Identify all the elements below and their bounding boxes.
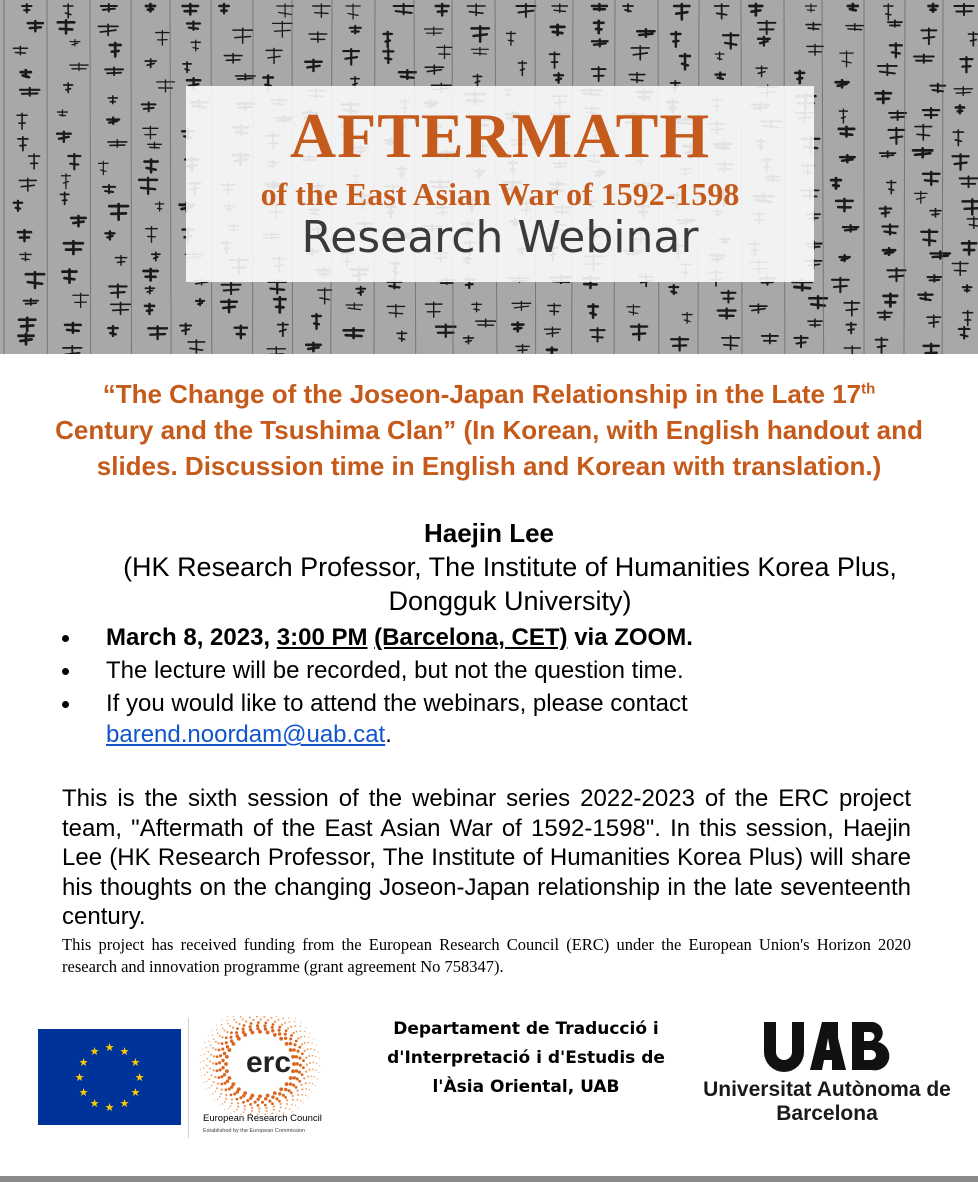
logo-divider [188, 1018, 189, 1138]
event-timezone: (Barcelona, CET) [374, 624, 568, 651]
speaker-name: Haejin Lee [423, 518, 555, 548]
erc-logo-text: erc [246, 1046, 292, 1079]
banner-subtitle: of the East Asian War of 1592-1598 [260, 176, 740, 212]
eu-star-icon: ★ [74, 1071, 85, 1084]
contact-text: If you would like to attend the webinars, please contact [106, 690, 688, 717]
header-banner [0, 0, 978, 354]
uab-logo [762, 1020, 892, 1072]
eu-star-icon: ★ [119, 1045, 130, 1059]
eu-star-icon: ★ [78, 1056, 89, 1069]
event-time: 3:00 PM [276, 624, 368, 651]
eu-star-icon: ★ [104, 1041, 115, 1054]
eu-star-icon: ★ [130, 1086, 141, 1099]
eu-star-icon: ★ [134, 1071, 145, 1084]
title-box [186, 86, 814, 282]
eu-star-icon: ★ [78, 1086, 89, 1099]
eu-flag-logo [38, 1029, 181, 1125]
event-details [62, 622, 942, 752]
eu-stars-icon [38, 1029, 181, 1125]
talk-title-part2: Century and the Tsushima Clan” (In Korean, with English handout and slides. Discussion time in English and Korean with translation.) [55, 415, 923, 481]
university-name: Universitat Autònoma de Barcelona [703, 1078, 951, 1125]
talk-title-sup: th [861, 380, 876, 398]
bullet-icon [62, 701, 69, 708]
speaker-affiliation: (HK Research Professor, The Institute of Humanities Korea Plus, Dongguk University) [123, 552, 897, 616]
banner-title: AFTERMATH [289, 100, 711, 171]
department-name: Departament de Traducció i d'Interpretació i d'Estudis de l'Àsia Oriental, UAB [387, 1019, 665, 1097]
talk-title [52, 376, 926, 484]
talk-title-part1: “The Change of the Joseon-Japan Relationship in the Late 17 [102, 379, 862, 409]
bullet-icon [62, 635, 69, 642]
eu-star-icon: ★ [89, 1096, 100, 1110]
event-date: March 8, 2023, [106, 624, 271, 651]
list-item [62, 655, 942, 686]
bottom-rule [0, 1176, 978, 1182]
eu-star-icon: ★ [119, 1096, 130, 1110]
event-platform: via ZOOM. [567, 624, 693, 651]
eu-star-icon: ★ [89, 1045, 100, 1059]
erc-caption: European Research Council [203, 1113, 322, 1124]
bullet-icon [62, 668, 69, 675]
eu-star-icon: ★ [130, 1056, 141, 1069]
erc-caption-sub: Established by the European Commission [203, 1128, 306, 1134]
session-description: This is the sixth session of the webinar series 2022-2023 of the ERC project team, "Aftermath of the East Asian War of 1592-1598". In this session, Haejin Lee (HK Research Professor, The Institute of Humanities Korea Plus) will share his thoughts on the changing Joseon-Japan relationship in the late seventeenth century. [62, 785, 911, 930]
list-item [62, 622, 942, 653]
eu-star-icon: ★ [104, 1101, 115, 1114]
list-item [62, 688, 942, 750]
contact-email-link[interactable]: barend.noordam@uab.cat [106, 721, 386, 748]
recording-note: The lecture will be recorded, but not the question time. [106, 657, 684, 684]
contact-end: . [385, 721, 392, 748]
funding-note: This project has received funding from the European Research Council (ERC) under the European Union's Horizon 2020 research and innovation programme (grant agreement No 758347). [62, 935, 911, 976]
banner-series: Research Webinar [301, 212, 699, 263]
